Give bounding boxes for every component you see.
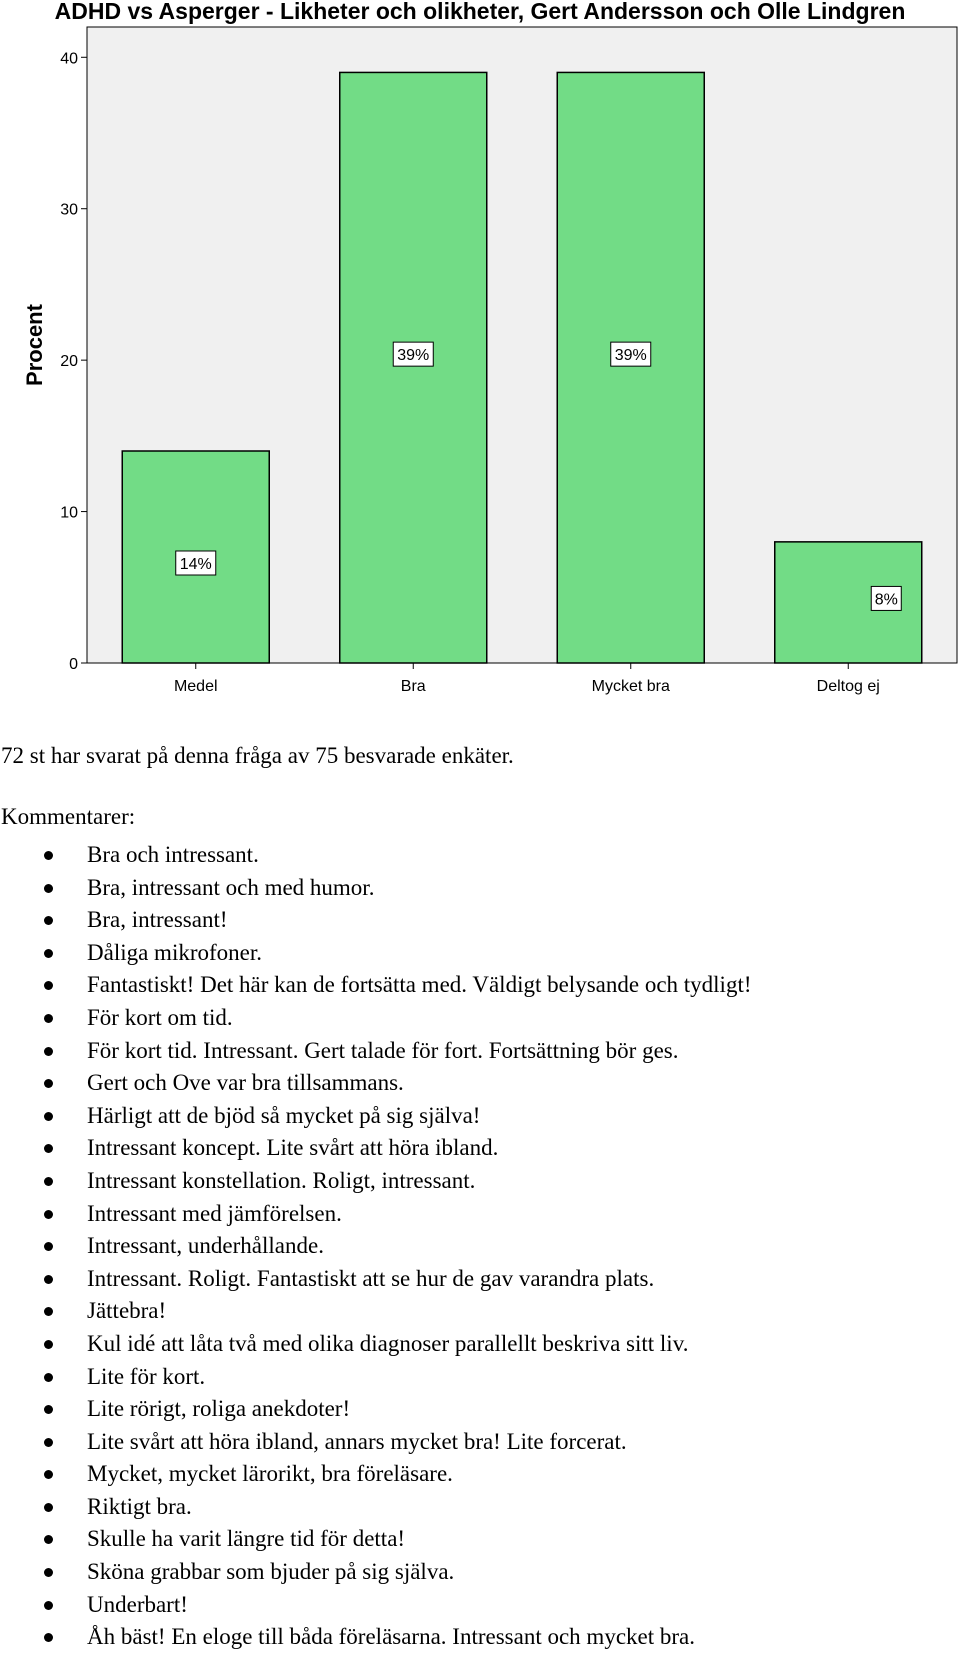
y-tick-label: 0 (69, 656, 78, 673)
y-tick-label: 30 (60, 201, 78, 219)
x-tick-label: Deltog ej (816, 678, 880, 695)
chart-title: ADHD vs Asperger - Likheter och olikheter, Gert Andersson och Olle Lindgren (54, 0, 906, 24)
bullet-icon (44, 1633, 53, 1642)
comment-item (0, 1592, 752, 1625)
comment-item (0, 1331, 752, 1364)
bullet-icon (44, 1307, 53, 1316)
comment-text: Härligt att de bjöd så mycket på sig själva! (87, 1102, 481, 1128)
comment-text: Sköna grabbar som bjuder på sig själva. (87, 1559, 455, 1585)
comment-item (0, 1624, 752, 1657)
y-axis-label: Procent (22, 304, 47, 386)
comment-text: Intressant konstellation. Roligt, intressant. (87, 1167, 476, 1193)
bullet-icon (44, 1242, 53, 1251)
comment-text: Jättebra! (87, 1298, 167, 1324)
y-tick-label: 40 (60, 50, 78, 68)
comment-text: Lite svårt att höra ibland, annars mycket bra! Lite forcerat. (87, 1428, 627, 1454)
bar (557, 72, 704, 663)
bullet-icon (44, 884, 53, 893)
bullet-icon (44, 851, 53, 860)
comment-text: Lite rörigt, roliga anekdoter! (87, 1396, 351, 1422)
comment-item (0, 842, 752, 875)
data-label: 39% (397, 347, 430, 365)
bullet-icon (44, 949, 53, 958)
bullet-icon (44, 1340, 53, 1349)
bullet-icon (44, 1144, 53, 1153)
comment-item (0, 1038, 752, 1071)
comment-item (0, 1559, 752, 1592)
bullet-icon (44, 1438, 53, 1447)
comment-text: Riktigt bra. (87, 1493, 192, 1519)
comment-text: Intressant, underhållande. (87, 1233, 324, 1259)
comment-item (0, 907, 752, 940)
bullet-icon (44, 1405, 53, 1414)
comment-item (0, 1461, 752, 1494)
bullet-icon (44, 1503, 53, 1512)
comment-item (0, 972, 752, 1005)
bullet-icon (44, 1210, 53, 1219)
bullet-icon (44, 981, 53, 990)
comment-item (0, 1364, 752, 1397)
data-label: 14% (179, 556, 212, 573)
comment-text: Bra och intressant. (87, 842, 259, 867)
comment-text: Intressant med jämförelsen. (87, 1200, 342, 1226)
bullet-icon (44, 1601, 53, 1610)
bullet-icon (44, 1470, 53, 1479)
bullet-icon (44, 1373, 53, 1382)
comment-text: Dåliga mikrofoner. (87, 939, 263, 965)
comment-text: Gert och Ove var bra tillsammans. (87, 1070, 404, 1096)
bullet-icon (44, 1014, 53, 1023)
comment-text: För kort tid. Intressant. Gert talade för fort. Fortsättning bör ges. (87, 1037, 679, 1063)
comment-item (0, 1429, 752, 1462)
bullet-icon (44, 1568, 53, 1577)
bullet-icon (44, 1535, 53, 1544)
comment-text: Skulle ha varit längre tid för detta! (87, 1526, 406, 1552)
data-label: 8% (874, 591, 898, 609)
comment-text: Bra, intressant! (87, 907, 228, 933)
comment-item (0, 1396, 752, 1429)
data-label: 39% (614, 347, 647, 365)
comments-list (0, 842, 752, 1657)
comment-item (0, 1494, 752, 1527)
comment-text: Underbart! (87, 1591, 188, 1617)
y-tick-label: 20 (60, 353, 78, 371)
x-tick-label: Medel (173, 678, 218, 695)
comment-text: Mycket, mycket lärorikt, bra föreläsare. (87, 1461, 453, 1487)
comment-text: Fantastiskt! Det här kan de fortsätta med. Väldigt belysande och tydligt! (87, 972, 752, 998)
comment-item (0, 1070, 752, 1103)
bullet-icon (44, 916, 53, 925)
comment-item (0, 1201, 752, 1234)
response-summary: 72 st har svarat på denna fråga av 75 besvarade enkäter. (1, 743, 514, 768)
comments-heading: Kommentarer: (1, 804, 136, 829)
comment-item (0, 1233, 752, 1266)
comment-text: Lite för kort. (87, 1363, 206, 1389)
comment-item (0, 940, 752, 973)
comment-item (0, 1103, 752, 1136)
comment-item (0, 875, 752, 908)
comment-text: Kul idé att låta två med olika diagnoser parallellt beskriva sitt liv. (87, 1330, 689, 1356)
y-tick-label: 10 (60, 504, 78, 522)
comment-item (0, 1298, 752, 1331)
bar (340, 72, 487, 663)
bullet-icon (44, 1047, 53, 1056)
comment-item (0, 1526, 752, 1559)
bar-chart (0, 0, 960, 720)
comment-item (0, 1266, 752, 1299)
comment-item (0, 1135, 752, 1168)
comment-text: Intressant koncept. Lite svårt att höra ibland. (87, 1135, 499, 1161)
comment-item (0, 1005, 752, 1038)
comment-text: Intressant. Roligt. Fantastiskt att se hur de gav varandra plats. (87, 1265, 655, 1291)
comment-text: Åh bäst! En eloge till båda föreläsarna. Intressant och mycket bra. (87, 1624, 695, 1650)
comment-item (0, 1168, 752, 1201)
bullet-icon (44, 1112, 53, 1121)
comment-text: För kort om tid. (87, 1004, 233, 1030)
bullet-icon (44, 1079, 53, 1088)
comment-text: Bra, intressant och med humor. (87, 874, 375, 900)
bullet-icon (44, 1177, 53, 1186)
x-tick-label: Mycket bra (591, 678, 670, 695)
bullet-icon (44, 1275, 53, 1284)
x-tick-label: Bra (400, 678, 426, 695)
